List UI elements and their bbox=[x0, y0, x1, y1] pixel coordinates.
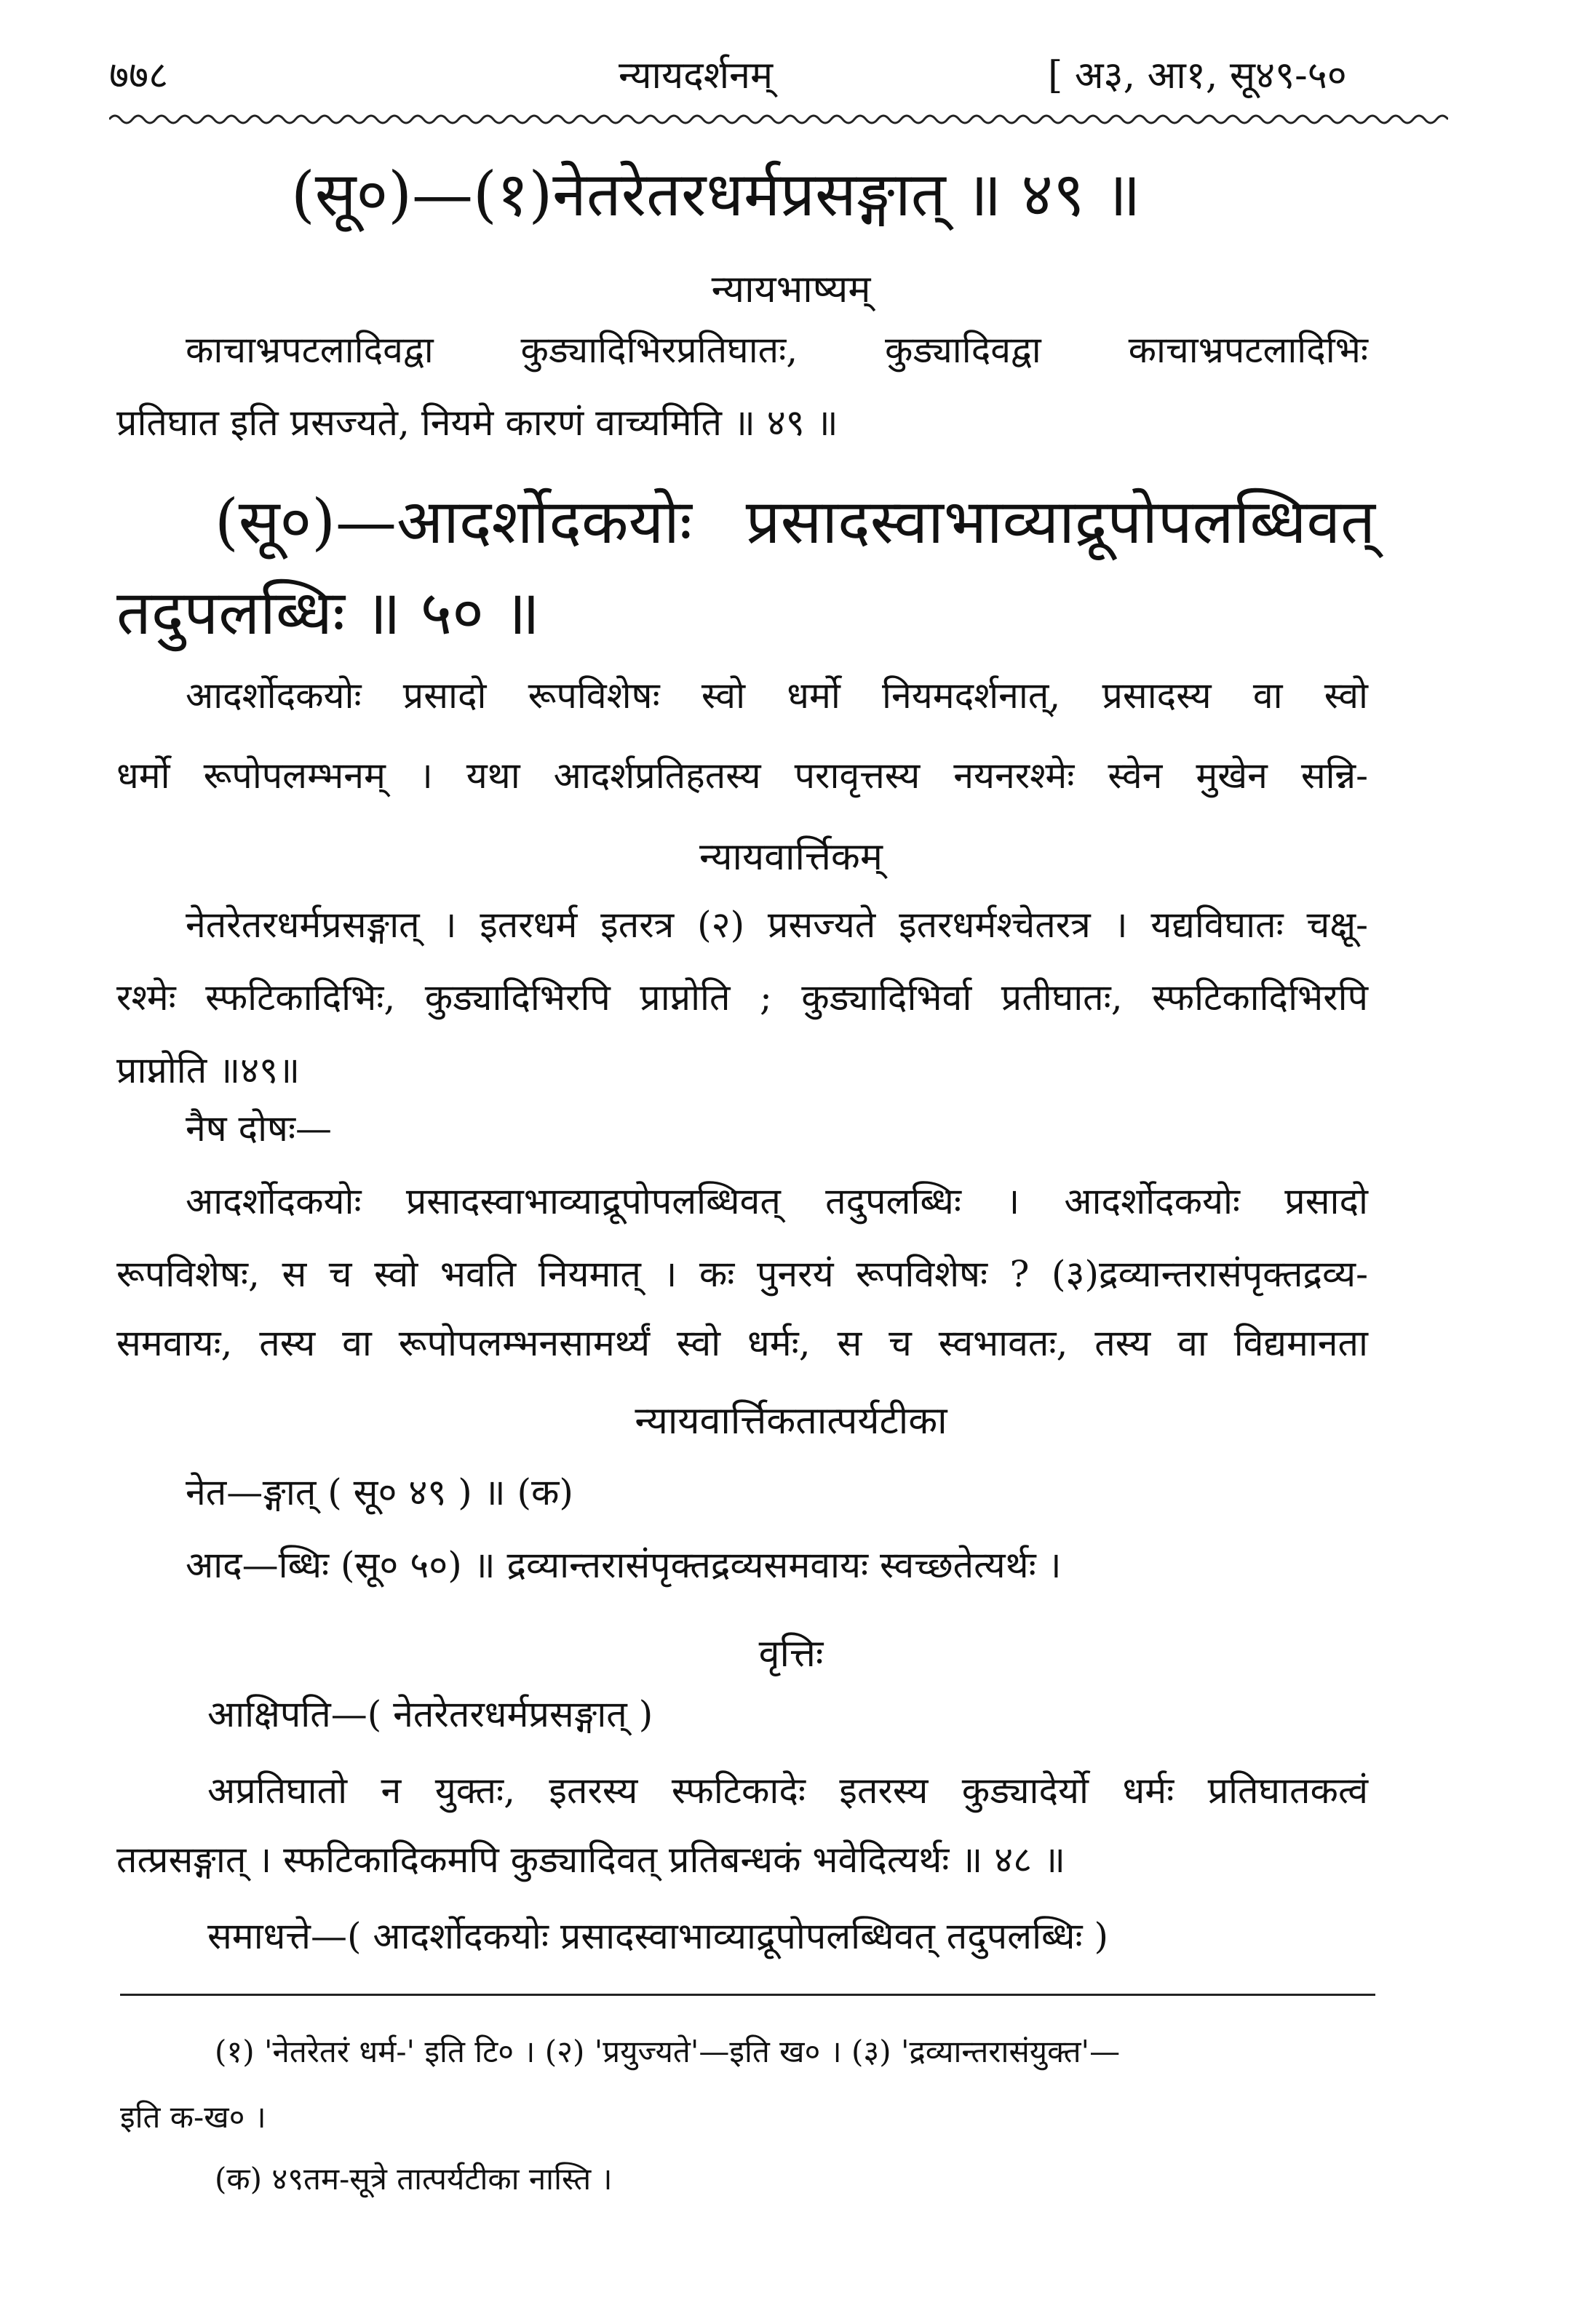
footnote-line-1: (१) 'नेतरेतरं धर्म-' इति टि० । (२) 'प्रयुज्यते'—इति ख० । (३) 'द्रव्यान्तरासंयुक्त'— bbox=[215, 2034, 1121, 2069]
chapter-reference: [ अ३, आ१, सू४९-५० bbox=[1048, 54, 1347, 98]
bhashya-line-1: काचाभ्रपटलादिवद्वा कुड्यादिभिरप्रतिघातः, कुड्यादिवद्वा काचाभ्रपटलादिभिः bbox=[186, 329, 1368, 371]
vritti-line-1: आक्षिपति—( नेतरेतरधर्मप्रसङ्गात् ) bbox=[207, 1693, 653, 1735]
footnote-rule bbox=[120, 1994, 1375, 1996]
heading-nyaya-bhashya: न्यायभाष्यम् bbox=[711, 268, 871, 311]
page-number: ७७८ bbox=[109, 54, 169, 98]
running-title: न्यायदर्शनम् bbox=[619, 54, 774, 98]
footnote-line-2: इति क-ख० । bbox=[120, 2099, 266, 2135]
tika-line-2: आद—ब्धिः (सू० ५०) ॥ द्रव्यान्तरासंपृक्तद्रव्यसमवायः स्वच्छतेत्यर्थः । bbox=[186, 1544, 1062, 1586]
sutra-49: (सू०)—(१)नेतरेतरधर्मप्रसङ्गात् ॥ ४९ ॥ bbox=[291, 159, 1141, 230]
varttika-line-3: प्राप्नोति ॥४९॥ bbox=[116, 1049, 301, 1091]
heading-vritti: वृत्तिः bbox=[758, 1632, 824, 1676]
varttika-line-5: आदर्शोदकयोः प्रसादस्वाभाव्याद्रूपोपलब्धिवत् तदुपलब्धिः । आदर्शोदकयोः प्रसादो bbox=[186, 1180, 1368, 1222]
vritti-line-3: तत्प्रसङ्गात् । स्फटिकादिकमपि कुड्यादिवत् प्रतिबन्धकं भवेदित्यर्थः ॥ ४८ ॥ bbox=[116, 1839, 1065, 1881]
tika-line-1: नेत—ङ्गात् ( सू० ४९ ) ॥ (क) bbox=[186, 1471, 573, 1513]
vritti-line-4: समाधत्ते—( आदर्शोदकयोः प्रसादस्वाभाव्याद्रूपोपलब्धिवत् तदुपलब्धिः ) bbox=[207, 1915, 1108, 1957]
header-wavy-rule bbox=[109, 109, 1448, 130]
sutra-50-line-2: तदुपलब्धिः ॥ ५० ॥ bbox=[116, 577, 541, 648]
bhashya-line-2: प्रतिघात इति प्रसज्यते, नियमे कारणं वाच्यमिति ॥ ४९ ॥ bbox=[116, 402, 838, 444]
sutra-50-line-1: (सू०)—आदर्शोदकयोः प्रसादस्वाभाव्याद्रूपोपलब्धिवत् bbox=[215, 486, 1375, 557]
heading-nyaya-varttika: न्यायवार्त्तिकम् bbox=[699, 835, 883, 879]
vritti-line-2: अप्रतिघातो न युक्तः, इतरस्य स्फटिकादेः इतरस्य कुड्यादेर्यो धर्मः प्रतिघातकत्वं bbox=[207, 1770, 1368, 1812]
bhashya-50-line-1: आदर्शोदकयोः प्रसादो रूपविशेषः स्वो धर्मो नियमदर्शनात्, प्रसादस्य वा स्वो bbox=[186, 674, 1368, 717]
varttika-line-1: नेतरेतरधर्मप्रसङ्गात् । इतरधर्म इतरत्र (२) प्रसज्यते इतरधर्मश्चेतरत्र । यद्यविघातः चक्षू- bbox=[186, 904, 1368, 946]
footnote-line-3: (क) ४९तम-सूत्रे तात्पर्यटीका नास्ति । bbox=[215, 2161, 613, 2197]
varttika-line-7: समवायः, तस्य वा रूपोपलम्भनसामर्थ्यं स्वो धर्मः, स च स्वभावतः, तस्य वा विद्यमानता bbox=[116, 1322, 1368, 1364]
varttika-line-6: रूपविशेषः, स च स्वो भवति नियमात् । कः पुनरयं रूपविशेषः ? (३)द्रव्यान्तरासंपृक्तद्रव्य- bbox=[116, 1253, 1368, 1295]
bhashya-50-line-2: धर्मो रूपोपलम्भनम् । यथा आदर्शप्रतिहतस्य परावृत्तस्य नयनरश्मेः स्वेन मुखेन सन्नि- bbox=[116, 755, 1368, 797]
varttika-line-2: रश्मेः स्फटिकादिभिः, कुड्यादिभिरपि प्राप्नोति ; कुड्यादिभिर्वा प्रतीघातः, स्फटिकादिभिरपि bbox=[116, 976, 1368, 1019]
heading-tatparya-tika: न्यायवार्त्तिकतात्पर्यटीका bbox=[635, 1399, 947, 1443]
varttika-line-4: नैष दोषः— bbox=[186, 1107, 333, 1150]
